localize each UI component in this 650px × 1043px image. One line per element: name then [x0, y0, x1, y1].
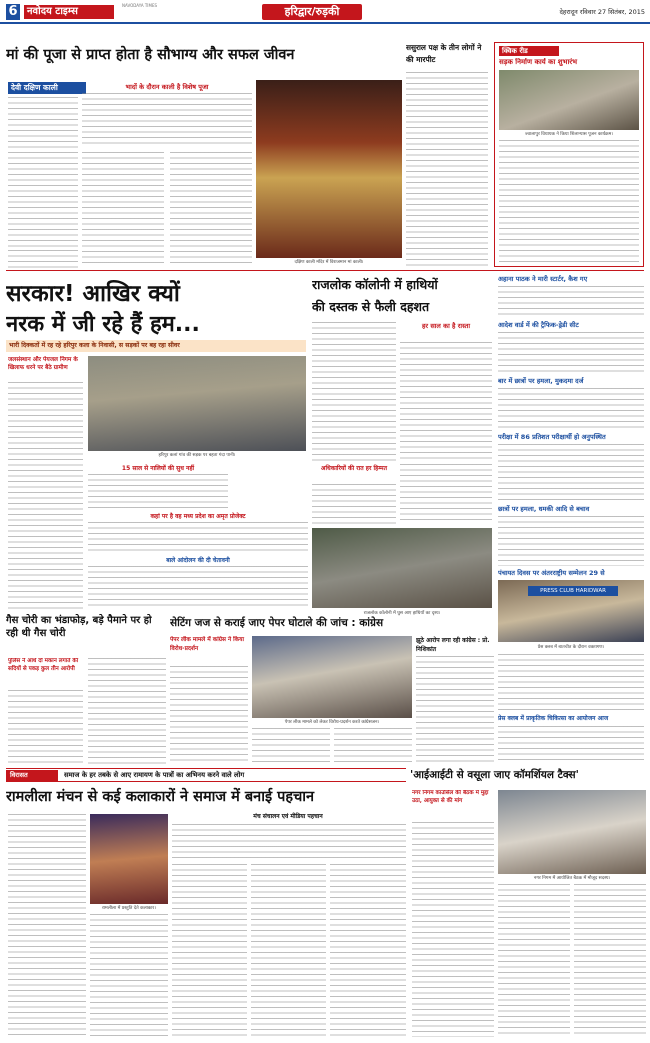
ramleela-body-col3 [172, 824, 406, 860]
quick-read-box [494, 42, 644, 267]
main-photo [88, 356, 306, 451]
masthead-small-label: NAVODAYA TIMES [122, 3, 158, 8]
lead-body-col4 [170, 152, 252, 267]
elephant-body-col3 [400, 464, 492, 524]
goddess-photo-caption: दक्षिण काली मंदिर में विराजमान मां काली। [294, 260, 364, 265]
iit-headline: 'आईआईटी से वसूला जाए कॉमर्शियल टैक्स' [410, 769, 579, 781]
quick-read-headline: सड़क निर्माण कार्य का शुभारंभ [499, 58, 578, 66]
quick-read-photo [499, 70, 639, 130]
paper-name: नवोदय टाइम्स [24, 5, 114, 19]
ramleela-photo-caption: रामलीला में प्रस्तुति देते कलाकार। [102, 906, 156, 911]
page-number: 6 [6, 4, 20, 20]
edition: देहरादून [559, 8, 578, 16]
ramleela-body-col1 [8, 814, 86, 1037]
right-body4 [498, 444, 644, 500]
iit-photo [498, 790, 646, 874]
elephant-headline-line2: की दस्तक से फैली दहशत [312, 299, 430, 314]
iit-body-col1 [412, 822, 494, 1037]
lead-body-col1 [8, 97, 78, 247]
date: रविवार 27 सितंबर, 2015 [579, 8, 645, 16]
setting-sub-headline: झूठे आरोप लगा रही कांग्रेस : प्रो. निशिकांत [416, 637, 490, 653]
elephant-photo-caption: राजलोक कॉलोनी में घुस आए हाथियों का दृश्य। [363, 611, 441, 616]
main-body-col1 [8, 382, 83, 610]
elephant-headline-line1: राजलोक कॉलोनी में हाथियों [312, 277, 438, 292]
gas-bullet: पुलिस ने आधे दो मकान लगाते की सदियों से पकड़ कुल तीन आरोपी [8, 658, 79, 672]
setting-body-col4 [416, 656, 494, 764]
elephant-box-title: हर साल का है रास्ता [421, 322, 471, 330]
press-club-sign: PRESS CLUB HARIDWAR [528, 586, 618, 596]
setting-body-col2 [252, 728, 330, 764]
right-h7: प्रेस क्लब में प्राकृतिक चिकित्सा का आयोजन आज [498, 715, 609, 722]
setting-photo [252, 636, 412, 718]
elephant-side-box-body [312, 484, 396, 524]
setting-body-col3 [334, 728, 412, 764]
iit-body-col3 [574, 884, 646, 1037]
main-box2-body [88, 522, 308, 552]
gas-headline: गैस चोरी का भंडाफोड़, बड़े पैमाने पर हो रही थी गैस चोरी [6, 615, 152, 639]
main-photo-caption: हरिपुर कलां गांव की सड़क पर बहता गंदा पानी। [158, 453, 236, 458]
main-box1-body [88, 474, 228, 508]
main-box3-title: बाले आंदोलन की दी चेतावनी [166, 557, 230, 564]
lead-headline: मां की पूजा से प्राप्त होता है सौभाग्य और सफल जीवन [6, 47, 295, 63]
right-h6: पंचायत दिवस पर अंतरराष्ट्रीय सम्मेलन 29 से [498, 569, 605, 577]
setting-photo-caption: पेपर लीक मामले को लेकर विरोध-प्रदर्शन करते कांग्रेसजन। [284, 720, 380, 725]
right-body3 [498, 388, 644, 428]
lead-body-col3 [82, 152, 164, 267]
ramleela-sub: मंच संचालन एवं मीडिया पहचान [253, 813, 323, 820]
ramleela-headline: रामलीला मंचन से कई कलाकारों ने समाज में बनाई पहचान [6, 789, 315, 805]
quick-read-photo-caption: ज्वालापुर विधायक ने किया शिलान्यास पूजन कार्यक्रम। [524, 132, 614, 137]
section-name: हरिद्वार/रुड़की [262, 4, 362, 20]
goddess-photo [256, 80, 402, 258]
ramleela-photo [90, 814, 168, 904]
lead-box-body [82, 93, 252, 148]
bottom-banner-text: समाज के हर तबके से आए रामायण के पात्रों का अभिनय करने वाले लोग [64, 771, 245, 779]
right-h1: अहाना पाठक ने मारी स्टार्टर, कैश गए [498, 275, 588, 283]
lead-kicker: देवी दक्षिण काली [8, 82, 86, 94]
press-club-photo-caption: प्रेस क्लब में बातचीत के दौरान वक्तागण। [537, 645, 605, 650]
bottom-banner-label: विरासत [6, 770, 58, 781]
elephant-photo [312, 528, 492, 608]
lead-body-col2 [8, 250, 78, 268]
masthead [0, 0, 650, 24]
press-club-photo [498, 580, 644, 642]
right-h3: बार में छात्रों पर हमला, मुकदमा दर्ज [498, 377, 584, 385]
gas-body-col2 [88, 658, 166, 764]
ramleela-body-col6 [330, 864, 406, 1037]
right-body2 [498, 332, 644, 372]
main-strap: भारी दिक्कतों में रह रहे हरिपुर कला के निवासी, स सड़कों पर बह रहा सीवर [6, 340, 306, 352]
side-top-headline: ससुराल पक्ष के तीन लोगों ने की मारपीट [406, 43, 482, 64]
iit-bullet: नगर निगम काउंसिल की बैठक में मुद्दा उठा, आयुक्त से की मांग [412, 790, 489, 804]
right-body7 [498, 726, 644, 762]
ramleela-body-col2 [90, 914, 168, 1037]
main-headline-line1: सरकार! आखिर क्यों [6, 281, 180, 306]
main-box3-body [88, 566, 308, 610]
elephant-body-col2 [400, 342, 492, 462]
right-h4: परीक्षा में 86 प्रतिशत परीक्षार्थी हो अनुपस्थित [498, 433, 606, 441]
edition-date [470, 7, 645, 17]
main-bullet: जलसंस्थान और पेयजल निगम के खिलाफ धरने पर बैठे ग्रामीण [8, 357, 78, 371]
right-h2: आदेश वार्ड में की ट्रैफिक-ड्रेडी सीट [498, 321, 579, 329]
main-box1-title: 15 साल से नालियों की सुध नहीं [121, 465, 195, 472]
right-h5: छात्रों पर हमला, धमकी आदि से बचाव [498, 505, 590, 513]
bottom-banner [6, 768, 406, 782]
right-body5 [498, 516, 644, 566]
section-divider [6, 270, 644, 271]
iit-photo-caption: नगर निगम में आयोजित बैठक में मौजूद सदस्य। [533, 876, 611, 881]
right-body1 [498, 286, 644, 316]
setting-headline: सेटिंग जज से कराई जाए पेपर घोटाले की जांच : कांग्रेस [170, 617, 384, 629]
gas-body-col1 [8, 690, 83, 764]
main-headline-line2: नरक में जी रहे हैं हम... [6, 312, 200, 336]
elephant-body-col1 [312, 322, 396, 462]
quick-read-body [499, 140, 639, 266]
quick-read-label: क्विक रीड [499, 46, 559, 56]
main-box2-title: कहां पर है वह मध्य प्रदेश का अमृत प्रोजेक्ट [150, 513, 246, 520]
right-body6 [498, 654, 644, 712]
elephant-side-box-title: अधिकारियों की रात हर हिम्मत [320, 465, 388, 472]
setting-body-col1 [170, 666, 248, 764]
side-top-body [406, 72, 488, 267]
ramleela-body-col4 [172, 864, 247, 1037]
iit-body-col2 [498, 884, 570, 1037]
ramleela-body-col5 [251, 864, 326, 1037]
lead-box-title: भादों के दौरान काली है विशेष पूजा [125, 83, 209, 91]
setting-side-label: पेपर लीक मामले में कांग्रेस ने किया विरोध-प्रदर्शन [170, 637, 244, 652]
